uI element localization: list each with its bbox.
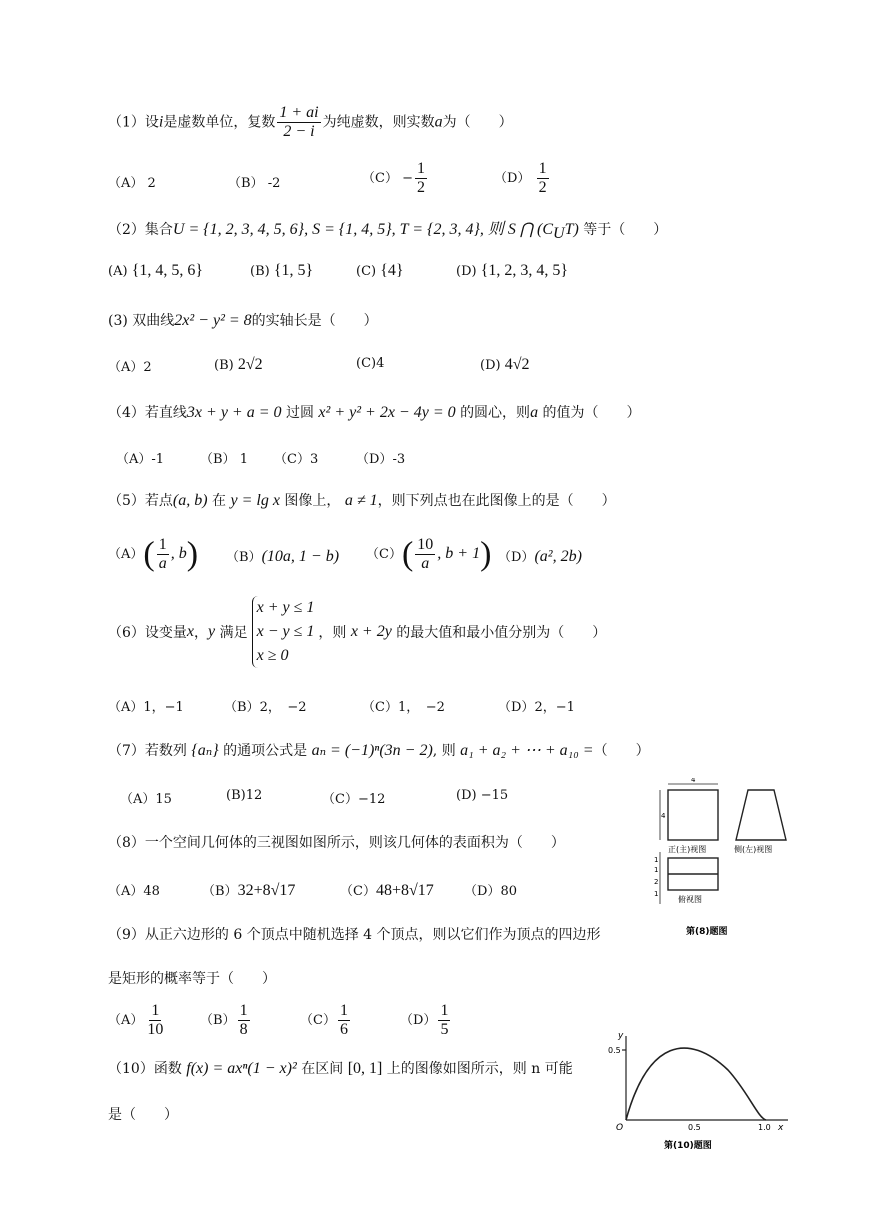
option-fraction xyxy=(537,160,549,197)
frac-den: 5 xyxy=(440,1021,449,1038)
right-paren: ) xyxy=(186,535,199,573)
option-value: 48 xyxy=(143,884,160,899)
option-value: 2 xyxy=(147,176,156,191)
q7-mid2: , 则 xyxy=(432,743,456,759)
q7-option-d[interactable] xyxy=(456,788,508,803)
question-5 xyxy=(108,490,616,510)
option-rest: , b + 1 xyxy=(437,545,481,562)
q2-end: 等于（ ） xyxy=(583,222,668,238)
q1-option-b[interactable] xyxy=(228,172,280,191)
x-tick-label: 0.5 xyxy=(688,1123,701,1132)
option-value: (a², 2b) xyxy=(534,548,582,565)
option-value: -3 xyxy=(392,452,406,467)
q4-mid2: 的圆心，则 xyxy=(460,405,531,421)
q4-end: 的值为（ ） xyxy=(542,405,641,421)
option-label: （B） xyxy=(202,884,238,899)
option-value: {1, 2, 3, 4, 5} xyxy=(480,262,569,279)
y-tick-label: 0.5 xyxy=(608,1046,621,1055)
q2-option-a[interactable] xyxy=(108,262,203,280)
q9-line1: （9）从正六边形的 6 个顶点中随机选择 4 个顶点，则以它们作为顶点的四边形 xyxy=(108,927,601,943)
dim-small-3: 2 xyxy=(654,878,659,886)
option-value: 80 xyxy=(500,884,517,899)
dim-small-4: 1 xyxy=(654,890,659,898)
frac-num: 1 xyxy=(151,1002,160,1019)
option-label: (C) xyxy=(356,356,377,371)
frac-den: a xyxy=(421,555,430,572)
q4-line-eq: 3x + y + a = 0 xyxy=(186,404,282,421)
q1-option-a[interactable] xyxy=(108,172,156,191)
q7-sequence: {aₙ} xyxy=(191,742,219,759)
option-label: （C） xyxy=(300,1013,336,1028)
option-label: (D) xyxy=(456,264,477,279)
option-value: 2√2 xyxy=(237,356,263,373)
q5-mid2: 图像上， xyxy=(284,493,341,509)
origin-label: O xyxy=(616,1123,624,1133)
left-paren: ( xyxy=(401,535,414,573)
frac-num: 1 xyxy=(158,536,167,553)
frac-den: 6 xyxy=(339,1021,348,1038)
option-fraction xyxy=(145,1002,165,1039)
q2-option-d[interactable] xyxy=(456,262,568,280)
option-label: （D） xyxy=(494,171,531,186)
q6-end: 的最大值和最小值分别为（ ） xyxy=(396,625,607,641)
option-sign: − xyxy=(402,171,413,186)
q10-interval: [0, 1] xyxy=(347,1060,383,1077)
system-row: x ≥ 0 xyxy=(256,647,289,664)
option-fraction xyxy=(415,536,435,573)
q9-option-d[interactable] xyxy=(400,1002,452,1039)
option-fraction xyxy=(438,1002,450,1039)
option-label: （A） xyxy=(108,547,144,562)
frac-num: 1 xyxy=(339,1002,348,1019)
q10-prefix: （10）函数 xyxy=(108,1061,182,1077)
front-view-label: 正(主)视图 xyxy=(668,845,707,854)
q5-option-b[interactable] xyxy=(226,546,339,566)
option-fraction xyxy=(338,1002,350,1039)
option-label: （B） xyxy=(200,452,236,467)
frac-den: 8 xyxy=(239,1021,248,1038)
option-label: （C） xyxy=(362,700,398,715)
q6-mid: 满足 xyxy=(219,625,248,641)
option-label: （C） xyxy=(340,884,376,899)
option-label: （C） xyxy=(274,452,310,467)
q1-i: i xyxy=(158,113,164,131)
q7-option-b[interactable] xyxy=(226,788,262,803)
frac-den: a xyxy=(158,555,167,572)
dim-label-top: 4 xyxy=(691,778,696,784)
option-label: （B） xyxy=(226,550,262,565)
q9-option-b[interactable] xyxy=(200,1002,252,1039)
x-tick-label: 1.0 xyxy=(758,1123,771,1132)
q9-option-c[interactable] xyxy=(300,1002,352,1039)
q8-option-b[interactable] xyxy=(202,880,295,900)
frac-num: 10 xyxy=(417,536,434,553)
q5-mid: 在 xyxy=(212,493,227,509)
frac-num: 1 xyxy=(239,1002,248,1019)
q6-option-d[interactable] xyxy=(498,696,575,715)
question-6 xyxy=(108,596,606,668)
q7-mid: 的通项公式是 xyxy=(223,743,308,759)
q2-sub: U xyxy=(553,224,565,242)
q9-line2: 是矩形的概率等于（ ） xyxy=(108,971,276,987)
side-view-trapezoid xyxy=(736,790,786,840)
q7-option-a[interactable] xyxy=(120,788,172,807)
option-value: −12 xyxy=(357,792,386,807)
frac-den: 10 xyxy=(147,1021,164,1038)
q2-option-b[interactable] xyxy=(250,262,313,280)
option-label: （D） xyxy=(464,884,501,899)
q5-condition: a ≠ 1 xyxy=(344,492,378,509)
q5-option-d[interactable] xyxy=(498,546,582,566)
option-value: 3 xyxy=(309,452,319,467)
option-value: {1, 4, 5, 6} xyxy=(131,262,204,279)
q4-option-b[interactable] xyxy=(200,448,248,467)
q8-figure-caption: 第(8)题图 xyxy=(686,927,728,937)
option-label: （C） xyxy=(322,792,358,807)
q6-option-b[interactable] xyxy=(224,696,307,715)
option-value: 48+8√17 xyxy=(375,882,434,899)
option-label: （A） xyxy=(120,792,156,807)
option-label: (D) xyxy=(456,788,477,803)
q4-option-c[interactable] xyxy=(274,448,318,467)
top-view-label: 俯视图 xyxy=(678,895,702,904)
q5-option-a[interactable] xyxy=(108,536,198,573)
q8-text: （8）一个空间几何体的三视图如图所示，则该几何体的表面积为（ ） xyxy=(108,835,565,851)
q5-prefix: （5）若点 xyxy=(108,493,173,509)
q2-option-c[interactable] xyxy=(356,262,404,280)
q10-function: f(x) = axⁿ(1 − x)² xyxy=(186,1060,297,1077)
left-paren: ( xyxy=(143,535,155,573)
option-fraction xyxy=(238,1002,250,1039)
q2-math: U = {1, 2, 3, 4, 5, 6}, S = {1, 4, 5}, T = {2, 3, 4}, 则 S ⋂ (C xyxy=(172,221,553,238)
option-label: （C） xyxy=(366,547,402,562)
q10-graph-figure xyxy=(608,1030,794,1158)
option-value: 15 xyxy=(155,792,172,807)
option-label: (C) xyxy=(356,264,377,279)
q5-end: ，则下列点也在此图像上的是（ ） xyxy=(377,493,616,509)
q2-prefix: （2）集合 xyxy=(108,222,173,238)
q3-prefix: (3) 双曲线 xyxy=(108,313,175,329)
option-label: （A） xyxy=(108,1013,144,1028)
option-value: 2，−1 xyxy=(534,700,575,715)
q7-prefix: （7）若数列 xyxy=(108,743,187,759)
q1-num: 1 + ai xyxy=(279,104,319,121)
option-value: 1， −2 xyxy=(397,700,445,715)
option-label: （B） xyxy=(224,700,260,715)
option-value: {1, 5} xyxy=(273,262,314,279)
q7-sum: a₁ + a₂ + ⋯ + a₁₀ = xyxy=(460,742,594,759)
system-row: x + y ≤ 1 xyxy=(256,599,315,616)
q1-after: 为纯虚数，则实数 xyxy=(322,114,435,131)
question-9-line2 xyxy=(108,968,276,988)
dim-small-1: 1 xyxy=(654,856,659,864)
front-view-square xyxy=(668,790,718,840)
q8-option-d[interactable] xyxy=(464,880,517,899)
q6-option-c[interactable] xyxy=(362,696,445,715)
q4-mid: 过圆 xyxy=(285,405,314,421)
question-10-line2 xyxy=(108,1104,178,1124)
option-label: (B) xyxy=(250,264,270,279)
q1-option-c[interactable] xyxy=(362,160,429,197)
q6-system xyxy=(252,596,315,668)
option-value: 4√2 xyxy=(504,356,530,373)
option-fraction xyxy=(415,160,427,197)
option-label: (A) xyxy=(108,264,128,279)
q6-y: y xyxy=(208,623,216,640)
function-curve xyxy=(626,1048,766,1120)
q1-prefix: （1）设 xyxy=(108,114,159,131)
q4-prefix: （4）若直线 xyxy=(108,405,187,421)
frac-num: 1 xyxy=(440,1002,449,1019)
question-4 xyxy=(108,402,641,422)
option-label: （B） xyxy=(228,176,264,191)
option-label: (D) xyxy=(480,358,501,373)
right-paren: ) xyxy=(480,535,492,573)
q10-end: 上的图像如图所示，则 n 可能 xyxy=(386,1061,573,1077)
q9-option-a[interactable] xyxy=(108,1002,167,1039)
q3-option-c[interactable] xyxy=(356,356,384,371)
q5-option-c[interactable] xyxy=(366,536,491,573)
q4-option-d[interactable] xyxy=(356,448,405,467)
q4-option-a[interactable] xyxy=(116,448,164,467)
q10-figure-caption: 第(10)题图 xyxy=(664,1141,712,1151)
option-value: 32+8√17 xyxy=(237,882,296,899)
option-value: 2， −2 xyxy=(259,700,307,715)
q4-circle-eq: x² + y² + 2x − 4y = 0 xyxy=(318,404,456,421)
q7-option-c[interactable] xyxy=(322,788,385,807)
q3-option-d[interactable] xyxy=(480,356,530,374)
option-value: 1 xyxy=(239,452,248,467)
system-row: x − y ≤ 1 xyxy=(256,623,315,640)
option-label: （A） xyxy=(108,700,144,715)
q1-mid: 是虚数单位，复数 xyxy=(163,114,276,131)
option-label: （D） xyxy=(498,550,535,565)
option-label: （A） xyxy=(116,452,152,467)
question-10 xyxy=(108,1058,573,1078)
question-8 xyxy=(108,832,565,852)
q3-end: 的实轴长是（ ） xyxy=(251,313,378,329)
option-fraction xyxy=(157,536,169,573)
q1-a: a xyxy=(434,113,443,131)
option-rest: , b xyxy=(170,545,187,562)
option-label: （A） xyxy=(108,360,144,375)
side-view-label: 侧(左)视图 xyxy=(734,845,773,854)
frac-den: 2 xyxy=(538,179,547,196)
q5-function: y = lg x xyxy=(230,492,280,509)
option-value: (10a, 1 − b) xyxy=(261,548,340,565)
q5-point: (a, b) xyxy=(172,492,208,509)
q7-formula: aₙ = (−1)ⁿ(3n − 2) xyxy=(311,742,433,759)
q8-option-a[interactable] xyxy=(108,880,160,899)
q3-math: 2x² − y² = 8 xyxy=(174,312,252,329)
dim-small-2: 1 xyxy=(654,866,659,874)
question-1 xyxy=(108,104,513,141)
q10-line2: 是（ ） xyxy=(108,1107,178,1123)
option-label: （D） xyxy=(356,452,393,467)
frac-num: 1 xyxy=(538,160,547,177)
q6-sep: ， xyxy=(194,625,209,641)
x-axis-label: x xyxy=(778,1123,784,1133)
q6-x: x xyxy=(186,623,195,640)
q8-option-c[interactable] xyxy=(340,880,434,900)
option-value: {4} xyxy=(380,262,404,279)
option-label: （D） xyxy=(400,1013,437,1028)
q10-mid: 在区间 xyxy=(301,1061,344,1077)
q6-prefix: （6）设变量 xyxy=(108,625,187,641)
option-value: −15 xyxy=(480,788,509,803)
option-label: （B） xyxy=(200,1013,236,1028)
option-label: （A） xyxy=(108,176,144,191)
option-value: -2 xyxy=(267,176,281,191)
q2-math2: T) xyxy=(564,221,579,238)
q1-option-d[interactable] xyxy=(494,160,551,197)
q1-den: 2 − i xyxy=(283,123,315,140)
q3-option-b[interactable] xyxy=(214,356,263,374)
frac-den: 2 xyxy=(417,179,425,196)
q3-option-a[interactable] xyxy=(108,356,152,375)
frac-num: 1 xyxy=(417,160,425,177)
option-label: （A） xyxy=(108,884,144,899)
option-label: (B) xyxy=(214,358,234,373)
q7-end: （ ） xyxy=(593,743,650,759)
option-label: (B) xyxy=(226,788,246,803)
option-value: 2 xyxy=(143,360,152,375)
question-2 xyxy=(108,216,667,243)
question-9-line1 xyxy=(108,924,601,944)
q1-end: 为（ ） xyxy=(442,114,513,131)
q8-three-views-figure xyxy=(648,778,798,948)
q1-fraction xyxy=(277,104,320,141)
q6-option-a[interactable] xyxy=(108,696,184,715)
y-axis-label: y xyxy=(618,1031,624,1041)
option-value: 12 xyxy=(245,788,263,803)
option-label: （D） xyxy=(498,700,535,715)
question-3 xyxy=(108,310,378,330)
option-value: -1 xyxy=(151,452,165,467)
option-value: 4 xyxy=(376,356,385,371)
q6-objective: x + 2y xyxy=(350,623,392,640)
option-label: （C） xyxy=(362,171,398,186)
q4-a: a xyxy=(530,404,539,421)
option-value: 1，−1 xyxy=(143,700,184,715)
q6-comma: ，则 xyxy=(318,625,347,641)
question-7 xyxy=(108,740,650,760)
dim-label-left: 4 xyxy=(661,812,666,820)
